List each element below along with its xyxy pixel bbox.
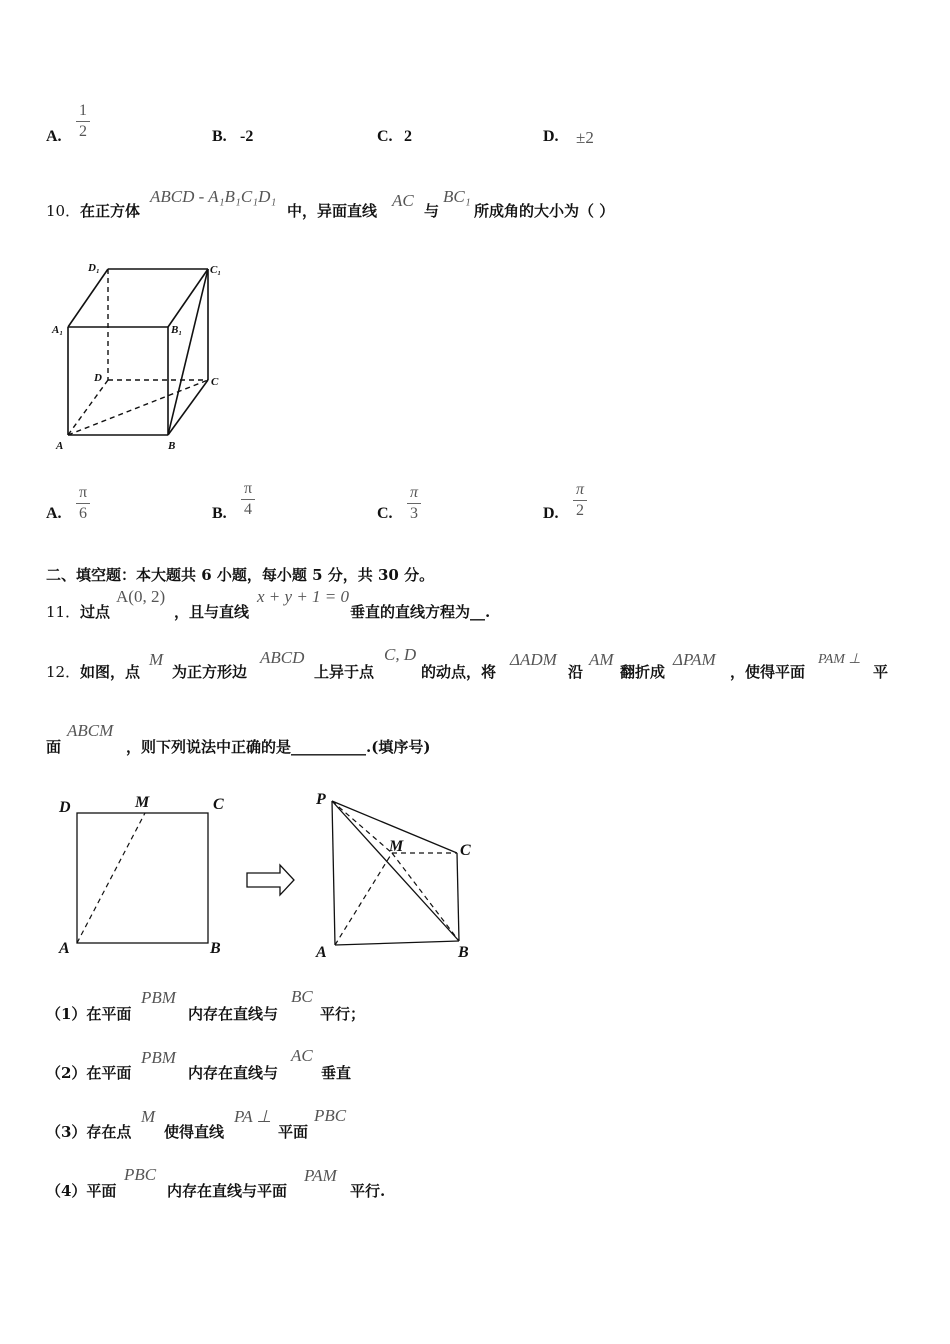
square-label-c: C (213, 796, 224, 813)
folded-figure (315, 791, 471, 961)
square-label-m: M (135, 794, 150, 811)
cube-label-a1: A₁ (52, 324, 64, 336)
q12-math-abcm: ABCM (67, 721, 114, 740)
q10-text-3: 与 (424, 202, 440, 220)
q10-option-b-num: π (243, 480, 253, 497)
q10-option-c-den: 3 (410, 505, 418, 522)
q12-text-7: ，使得平面 (730, 663, 806, 681)
edge-ab (335, 941, 459, 945)
cube-label-d1: D₁ (88, 262, 100, 274)
q10-option-d-label: D. (543, 505, 559, 522)
dashed-pm (332, 801, 392, 853)
edge-bc (457, 853, 459, 941)
q12-number: 12． (46, 663, 81, 681)
dashed-am (77, 813, 145, 943)
q12-text-10: ，则下列说法中正确的是__________.(填序号) (126, 738, 431, 756)
edge-b1-c1 (168, 269, 208, 327)
square-figure (58, 794, 224, 957)
q12-item-3-text-2: 使得直线 (164, 1123, 225, 1141)
q12-item-4-math-2: PAM (304, 1166, 337, 1185)
q10-option-b-fraction (241, 480, 255, 519)
q12-text-3: 上异于点 (314, 663, 375, 681)
square-abcd (77, 813, 208, 943)
q12-item-2-math-2: AC (291, 1046, 313, 1065)
q9-option-b-value: -2 (240, 128, 254, 145)
diagonal-b-c1 (168, 269, 208, 435)
q12-math-pam: ΔPAM (673, 650, 716, 669)
q12-item-1-text-3: 平行； (320, 1005, 366, 1023)
q12-item-2-text-3: 垂直 (321, 1064, 352, 1082)
folded-label-c: C (460, 842, 471, 859)
q9-option-a-den: 2 (79, 123, 87, 140)
q10-option-a-fraction (76, 484, 90, 523)
dashed-mb (392, 853, 459, 941)
folded-label-a: A (316, 944, 327, 961)
edge-pa (332, 801, 335, 945)
square-label-b: B (210, 940, 221, 957)
q12-text-8: 平 (873, 663, 889, 681)
q10-option-a-label: A. (46, 505, 62, 522)
cube-label-b1: B₁ (171, 324, 183, 336)
q10-option-c-label: C. (377, 505, 393, 522)
q9-option-c-label: C. (377, 128, 393, 145)
q11-number: 11． (46, 603, 81, 621)
q10-text-4: 所成角的大小为（ ） (474, 202, 615, 220)
q12-math-m: M (149, 650, 164, 669)
q12-item-2-text-1: （2）在平面 (46, 1064, 132, 1082)
q12-math-adm: ΔADM (510, 650, 557, 669)
q10-text-2: 中，异面直线 (287, 202, 378, 220)
q12-figures (40, 785, 490, 965)
right-arrow-icon (247, 865, 294, 895)
folded-label-b: B (458, 944, 469, 961)
q12-item-4-math-1: PBC (124, 1165, 157, 1184)
q12-item-3-math-3: PBC (314, 1106, 347, 1125)
q12-item-1-text-1: （1）在平面 (46, 1005, 132, 1023)
q10-option-a-den: 6 (79, 505, 87, 522)
q12-item-2-text-2: 内存在直线与 (188, 1064, 279, 1082)
square-label-a: A (59, 940, 70, 957)
q12-item-3-math-2: PA ⊥ (234, 1107, 272, 1126)
q9-option-c-value: 2 (404, 128, 412, 145)
q9-option-a-fraction (76, 102, 90, 141)
q11-text-1: 过点 (80, 603, 111, 621)
q12-text-4: 的动点，将 (421, 663, 497, 681)
edge-a1-d1 (68, 269, 108, 327)
q12-item-1-text-2: 内存在直线与 (188, 1005, 279, 1023)
q9-option-d-value: ±2 (576, 128, 594, 147)
q10-option-a-num: π (78, 484, 88, 501)
q12-item-4-text-3: 平行. (350, 1182, 386, 1200)
q12-math-abcd: ABCD (260, 648, 305, 667)
q10-math-cube: ABCD - A₁B₁C₁D₁ (150, 187, 277, 206)
q12-text-9: 面 (46, 738, 62, 756)
folded-label-m: M (389, 838, 404, 855)
q9-option-a-label: A. (46, 128, 62, 145)
dashed-am (335, 853, 392, 945)
folded-label-p: P (316, 791, 326, 808)
q12-math-pam-perp: PAM ⊥ (818, 652, 861, 667)
q11-math-line: x + y + 1 = 0 (257, 587, 350, 606)
q12-math-am: AM (589, 650, 614, 669)
cube-label-d: D (94, 372, 102, 384)
q10-option-d-fraction (573, 481, 587, 520)
q12-text-2: 为正方形边 (172, 663, 248, 681)
q10-math-bc1: BC₁ (443, 187, 471, 206)
q10-option-b-label: B. (212, 505, 227, 522)
q12-math-cd: C, D (384, 645, 417, 664)
cube-figure (40, 255, 240, 455)
section-2-heading: 二、填空题：本大题共 6 小题，每小题 5 分，共 30 分。 (46, 566, 435, 584)
hidden-diagonal-a-c (68, 380, 208, 435)
q12-text-5: 沿 (568, 663, 584, 681)
cube-label-a: A (56, 440, 64, 452)
q9-option-b-label: B. (212, 128, 227, 145)
cube-label-c: C (211, 376, 219, 388)
cube-label-b: B (168, 440, 176, 452)
q12-text-1: 如图，点 (80, 663, 141, 681)
q10-option-d-den: 2 (576, 502, 584, 519)
q10-option-c-fraction (407, 484, 421, 523)
q12-text-6: 翻折成 (620, 663, 666, 681)
q10-option-c-num: π (409, 484, 418, 501)
square-label-d: D (59, 799, 71, 816)
q9-option-a-num: 1 (79, 102, 87, 119)
q12-item-3-text-1: （3）存在点 (46, 1123, 132, 1141)
cube-label-c1: C₁ (210, 264, 222, 276)
q12-item-2-math-1: PBM (141, 1048, 176, 1067)
q10-math-ac: AC (392, 191, 414, 210)
q11-math-point: A(0, 2) (116, 587, 166, 606)
q12-item-1-math-1: PBM (141, 988, 176, 1007)
q10-text-1: 在正方体 (80, 202, 141, 220)
q12-item-3-math-1: M (141, 1107, 156, 1126)
q10-number: 10． (46, 202, 81, 220)
q12-item-3-text-3: 平面 (278, 1123, 309, 1141)
q11-text-2: ，且与直线 (174, 603, 250, 621)
q11-text-3: 垂直的直线方程为__. (350, 603, 491, 621)
q9-option-d-label: D. (543, 128, 559, 145)
q12-item-4-text-1: （4）平面 (46, 1182, 117, 1200)
q12-item-1-math-2: BC (291, 987, 313, 1006)
q10-option-d-num: π (575, 481, 584, 498)
q10-option-b-den: 4 (244, 501, 252, 518)
q12-item-4-text-2: 内存在直线与平面 (167, 1182, 288, 1200)
